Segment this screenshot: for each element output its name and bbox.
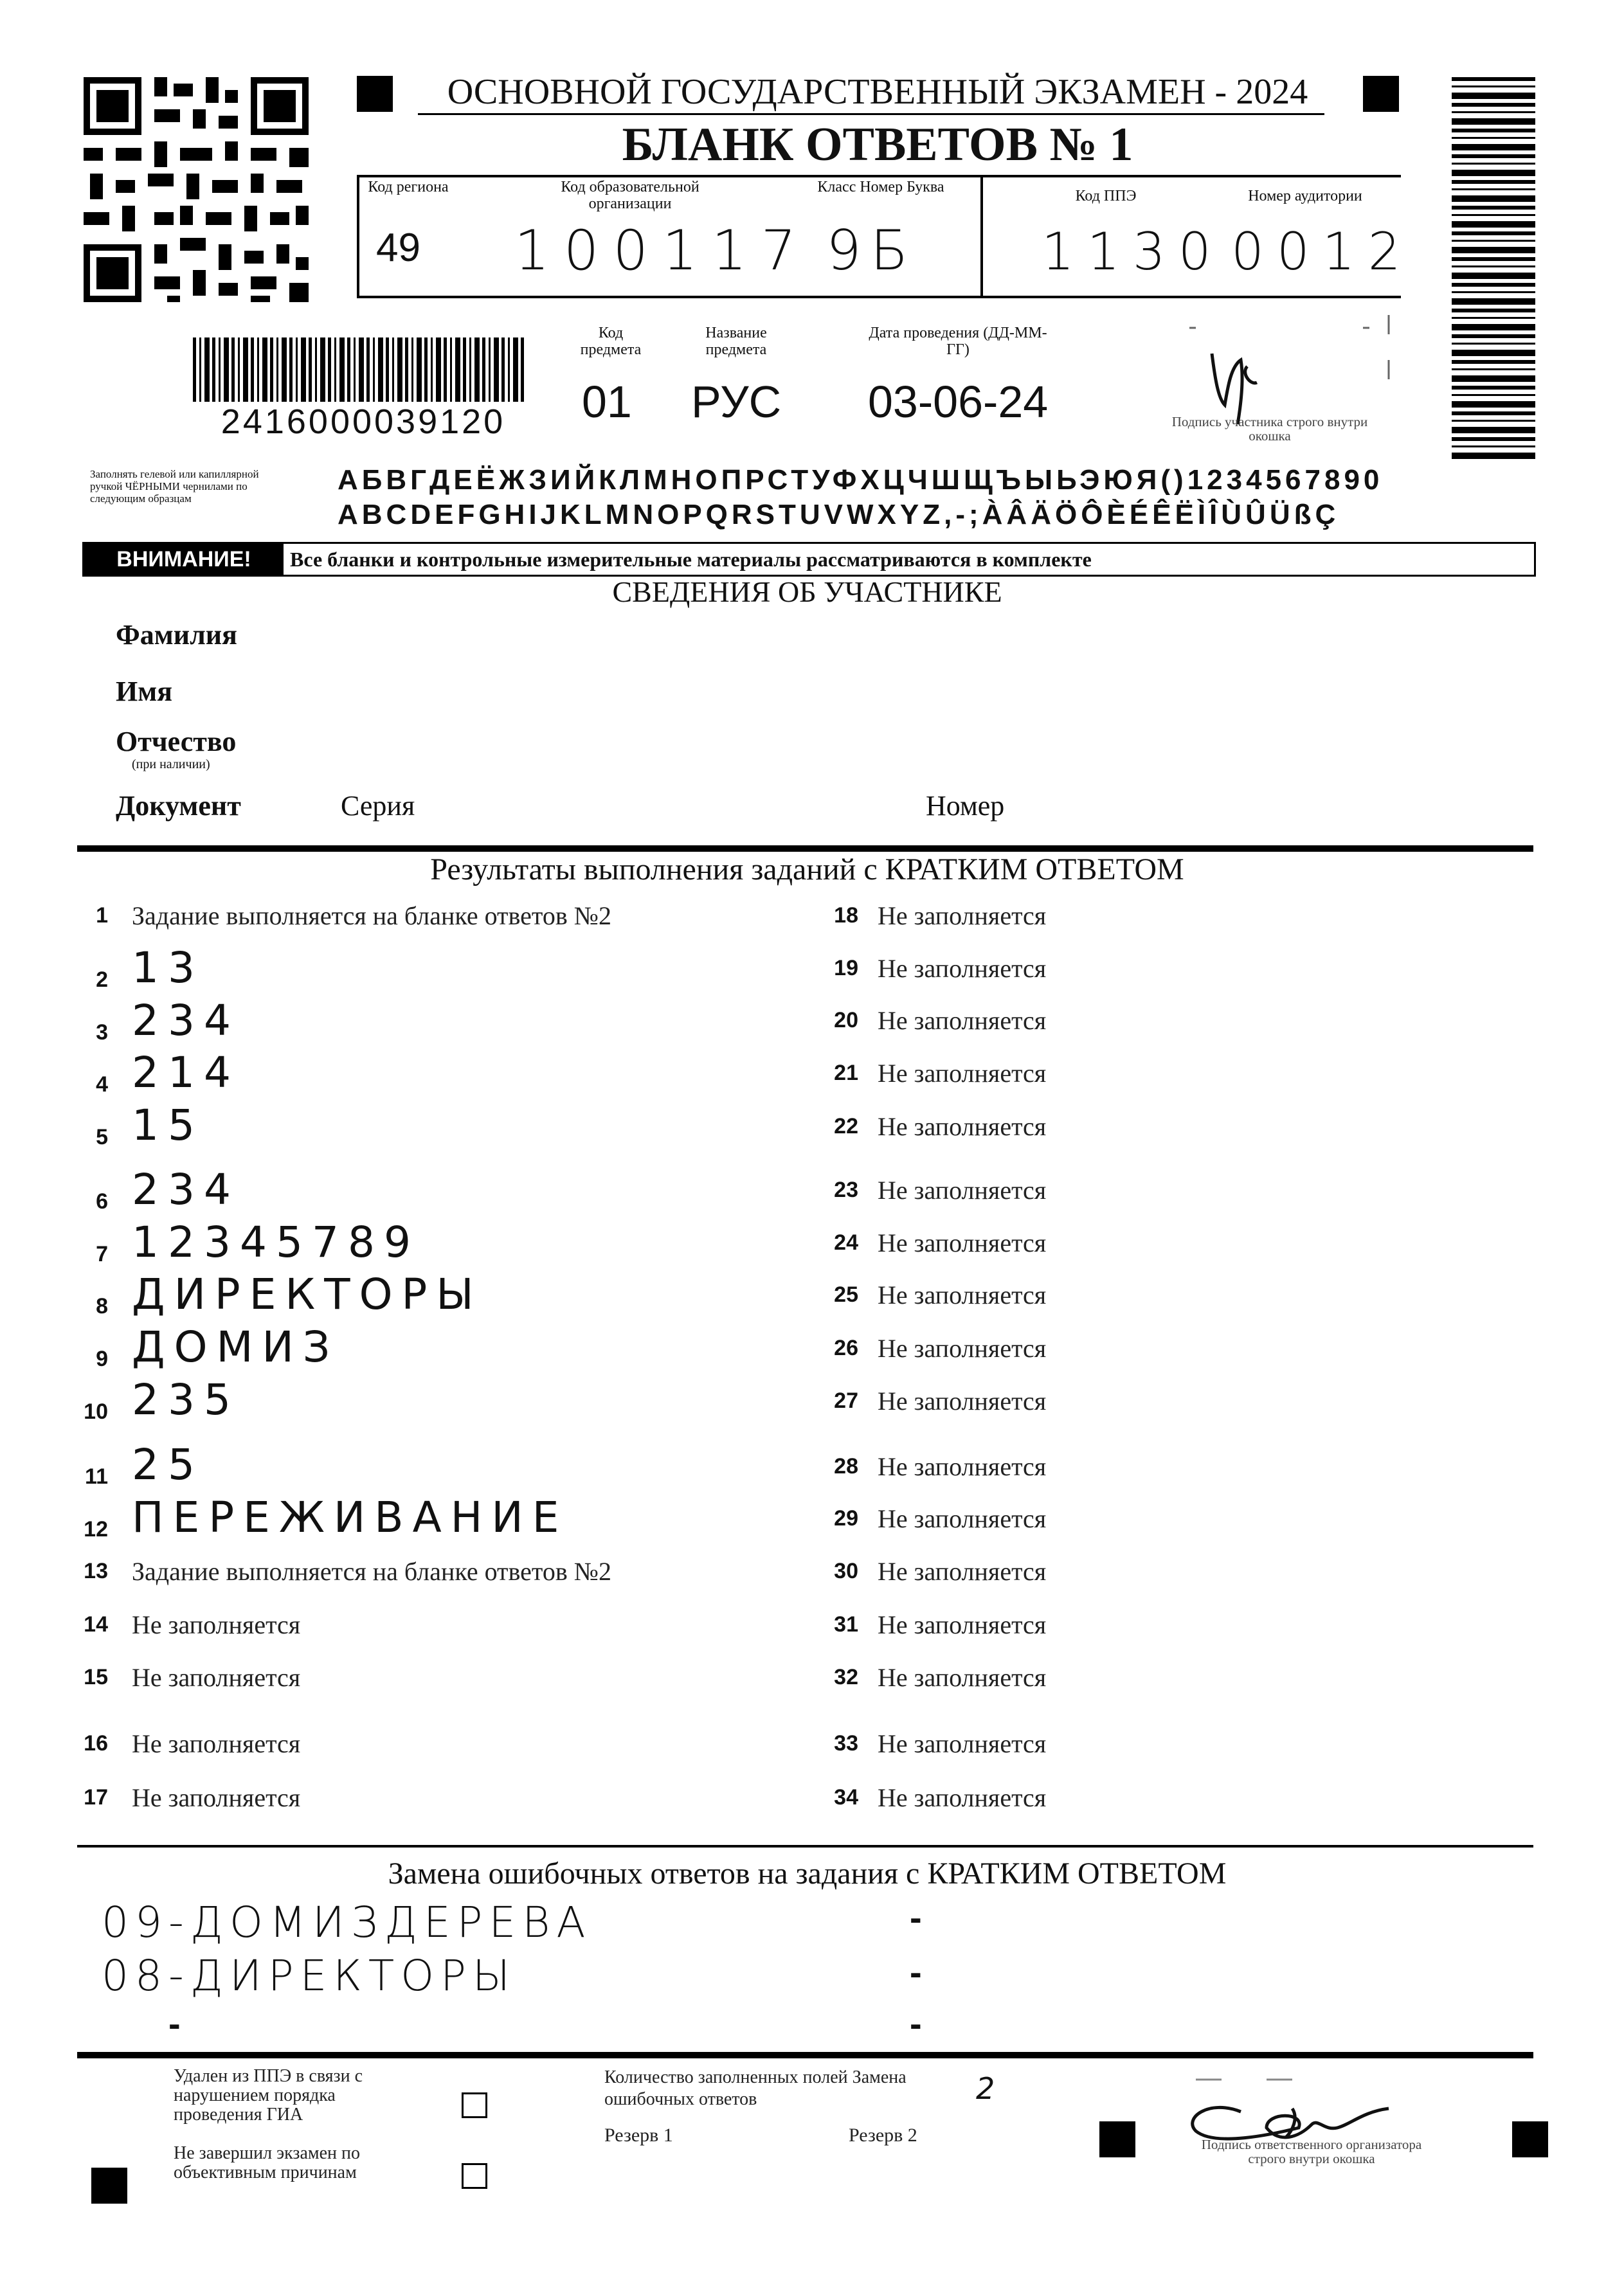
result-text: Не заполняется (132, 1663, 301, 1692)
region-label: Код региона (368, 179, 449, 195)
result-number: 9 (96, 1347, 108, 1371)
replacement-dash-3: - (910, 2003, 922, 2044)
qr-code (77, 71, 315, 309)
handwritten-answer: 214 (132, 1048, 240, 1097)
warning-badge: ВНИМАНИЕ! (84, 544, 284, 575)
result-number: 6 (96, 1189, 108, 1214)
region-value: 49 (376, 226, 420, 270)
count-value: 2 (976, 2071, 995, 2106)
result-row (77, 1665, 784, 1710)
result-text: Не заполняется (878, 1663, 1047, 1692)
signature-caption: Подпись участника строго внутри окошка (1171, 414, 1368, 444)
replacement-line-1: 09-ДОМИЗДЕРЕВА (102, 1898, 592, 1947)
result-row (813, 1336, 1456, 1374)
result-number: 31 (834, 1612, 858, 1637)
patronymic-note: (при наличии) (132, 757, 210, 771)
removed-checkbox[interactable] (462, 2092, 487, 2118)
result-row (813, 1230, 1456, 1269)
result-row (77, 1101, 784, 1157)
results-title: Результаты выполнения заданий с КРАТКИМ ОТВЕТОМ (430, 852, 1184, 886)
result-number: 1 (96, 903, 108, 928)
subject-code-value: 01 (582, 377, 632, 427)
codes-divider (980, 175, 983, 296)
class-value: 9Б (826, 219, 917, 283)
ppe-value: 1130 (1042, 222, 1224, 282)
result-number: 23 (834, 1178, 858, 1202)
result-text: Не заполняется (878, 1387, 1047, 1416)
result-row (813, 1785, 1456, 1824)
result-row (77, 996, 784, 1052)
handwritten-answer: ПЕРЕЖИВАНИЕ (132, 1493, 568, 1542)
result-number: 20 (834, 1008, 858, 1032)
result-number: 24 (834, 1230, 858, 1255)
result-row (813, 903, 1456, 942)
result-text: Не заполняется (878, 1610, 1047, 1639)
count-label: Количество заполненных полей Замена ошибочных ответов (604, 2067, 907, 2109)
title-underline (418, 113, 1324, 115)
marker-square-bottom-mid (1099, 2121, 1135, 2157)
result-number: 22 (834, 1114, 858, 1138)
participant-section-title: СВЕДЕНИЯ ОБ УЧАСТНИКЕ (612, 575, 1002, 608)
result-row (813, 1114, 1456, 1153)
result-row (813, 1008, 1456, 1047)
result-number: 13 (84, 1559, 108, 1583)
result-row (813, 956, 1456, 994)
result-text: Не заполняется (878, 1729, 1047, 1758)
result-number: 33 (834, 1731, 858, 1756)
result-row (813, 1389, 1456, 1427)
result-number: 21 (834, 1061, 858, 1085)
result-text: Не заполняется (878, 1176, 1047, 1205)
handwritten-answer: 12345789 (132, 1218, 420, 1267)
result-number: 19 (834, 956, 858, 980)
warning-text: Все бланки и контрольные измерительные материалы рассматриваются в комплекте (290, 548, 1092, 571)
result-row (77, 1731, 784, 1776)
result-row (813, 1612, 1456, 1651)
result-text: Не заполняется (132, 1729, 301, 1758)
org-value: 100117 (514, 219, 811, 283)
subject-name-value: РУС (691, 377, 782, 427)
section-rule-1 (77, 845, 1533, 852)
exam-title: ОСНОВНОЙ ГОСУДАРСТВЕННЫЙ ЭКЗАМЕН - 2024 (447, 72, 1308, 112)
replacement-line-2: 08-ДИРЕКТОРЫ (102, 1951, 517, 2001)
result-number: 12 (84, 1517, 108, 1542)
result-row (813, 1061, 1456, 1099)
marker-square-top-right (1363, 76, 1399, 112)
marker-square-bottom-left (91, 2168, 127, 2204)
result-text: Не заполняется (878, 1334, 1047, 1363)
result-number: 15 (84, 1665, 108, 1689)
result-text: Не заполняется (878, 1281, 1047, 1309)
not-finished-checkbox[interactable] (462, 2163, 487, 2189)
handwritten-answer: 13 (132, 943, 204, 993)
result-row (77, 1785, 784, 1830)
result-number: 34 (834, 1785, 858, 1810)
reserve2-label: Резерв 2 (849, 2125, 917, 2146)
result-row (813, 1731, 1456, 1770)
form-title: БЛАНК ОТВЕТОВ № 1 (622, 118, 1133, 171)
result-number: 8 (96, 1294, 108, 1318)
result-text: Не заполняется (878, 1228, 1047, 1257)
ppe-label: Код ППЭ (1075, 188, 1137, 204)
result-text: Не заполняется (878, 1557, 1047, 1586)
result-text: Не заполняется (878, 901, 1047, 930)
subject-name-label: Название предмета (705, 325, 767, 358)
result-row (77, 1375, 784, 1432)
org-label: Код образовательной организации (561, 179, 699, 212)
handwritten-answer: 15 (132, 1101, 204, 1150)
result-text: Не заполняется (878, 1112, 1047, 1141)
result-text: Задание выполняется на бланке ответов №2 (132, 901, 611, 930)
patronymic-label: Отчество (116, 726, 237, 757)
result-number: 11 (85, 1464, 108, 1489)
replacement-title: Замена ошибочных ответов на задания с КРАТКИМ ОТВЕТОМ (388, 1857, 1227, 1891)
document-label: Документ (116, 790, 241, 822)
result-row (77, 1440, 784, 1497)
result-row (813, 1665, 1456, 1704)
result-row (77, 1559, 784, 1604)
result-text: Не заполняется (878, 1006, 1047, 1035)
result-text: Задание выполняется на бланке ответов №2 (132, 1557, 611, 1586)
result-number: 7 (96, 1242, 108, 1266)
result-row (77, 1218, 784, 1274)
sample-instruction: Заполнять гелевой или капиллярной ручкой ЧЁРНЫМИ чернилами по следующим образцам (90, 468, 259, 505)
section-rule-3 (77, 2052, 1533, 2058)
result-text: Не заполняется (878, 1452, 1047, 1481)
replacement-dash-1: - (910, 1897, 922, 1938)
replacement-line-3: - (168, 2003, 181, 2044)
handwritten-answer: 235 (132, 1375, 240, 1425)
name-label: Имя (116, 676, 172, 707)
result-text: Не заполняется (878, 954, 1047, 983)
result-row (813, 1282, 1456, 1321)
sample-row-cyrillic: АБВГДЕЁЖЗИЙКЛМНОПРСТУФХЦЧШЩЪЫЬЭЮЯ()1234567890 (338, 464, 1384, 496)
result-row (813, 1506, 1456, 1545)
result-number: 30 (834, 1559, 858, 1583)
date-value: 03-06-24 (868, 377, 1049, 427)
result-number: 4 (96, 1072, 108, 1097)
handwritten-answer: ДИРЕКТОРЫ (132, 1270, 483, 1319)
result-number: 2 (96, 967, 108, 992)
handwritten-answer: 234 (132, 1165, 240, 1214)
result-row (77, 1270, 784, 1326)
surname-label: Фамилия (116, 619, 237, 651)
handwritten-answer: 234 (132, 996, 240, 1045)
warning-bar (82, 542, 1536, 577)
result-text: Не заполняется (878, 1504, 1047, 1533)
result-row (77, 1048, 784, 1104)
handwritten-answer: ДОМИЗ (132, 1322, 339, 1372)
result-row (77, 903, 784, 948)
marker-square-top-left (357, 76, 393, 112)
result-number: 16 (84, 1731, 108, 1756)
result-number: 28 (834, 1454, 858, 1479)
result-number: 3 (96, 1020, 108, 1045)
result-number: 5 (96, 1125, 108, 1149)
side-barcode (1452, 77, 1535, 463)
result-text: Не заполняется (132, 1783, 301, 1812)
result-number: 32 (834, 1665, 858, 1689)
number-label: Номер (926, 790, 1005, 822)
section-rule-2 (77, 1845, 1533, 1848)
result-text: Не заполняется (878, 1783, 1047, 1812)
barcode-number: 2416000039120 (170, 402, 556, 442)
not-finished-label: Не завершил экзамен по объективным причинам (174, 2143, 360, 2182)
result-text: Не заполняется (878, 1059, 1047, 1088)
marker-square-bottom-right (1512, 2121, 1548, 2157)
organizer-caption: Подпись ответственного организатора строго внутри окошка (1201, 2137, 1422, 2166)
result-number: 26 (834, 1336, 858, 1360)
replacement-dash-2: - (910, 1952, 922, 1992)
result-row (77, 1322, 784, 1379)
handwritten-answer: 25 (132, 1440, 204, 1489)
subject-code-label: Код предмета (580, 325, 642, 358)
result-row (813, 1454, 1456, 1493)
result-number: 17 (84, 1785, 108, 1810)
auditorium-label: Номер аудитории (1248, 188, 1362, 204)
result-row (813, 1178, 1456, 1216)
result-number: 14 (84, 1612, 108, 1637)
result-row (813, 1559, 1456, 1597)
result-number: 29 (834, 1506, 858, 1531)
series-label: Серия (341, 790, 415, 822)
result-row (77, 1612, 784, 1657)
result-number: 10 (84, 1399, 108, 1424)
class-label: Класс Номер Буква (817, 179, 944, 195)
result-row (77, 943, 784, 1000)
auditorium-value: 0012 (1231, 222, 1414, 282)
removed-label: Удален из ППЭ в связи с нарушением порядка проведения ГИА (174, 2066, 363, 2125)
sample-row-latin: ABCDEFGHIJKLMNOPQRSTUVWXYZ,-;ÀÂÄÖÔÈÉÊËÌÎÙÛÜßÇ (338, 499, 1340, 530)
result-row (77, 1493, 784, 1549)
result-number: 27 (834, 1389, 858, 1413)
reserve1-label: Резерв 1 (604, 2125, 673, 2146)
result-row (77, 1165, 784, 1221)
date-label: Дата проведения (ДД-ММ-ГГ) (869, 325, 1047, 358)
result-number: 25 (834, 1282, 858, 1307)
result-number: 18 (834, 903, 858, 928)
result-text: Не заполняется (132, 1610, 301, 1639)
